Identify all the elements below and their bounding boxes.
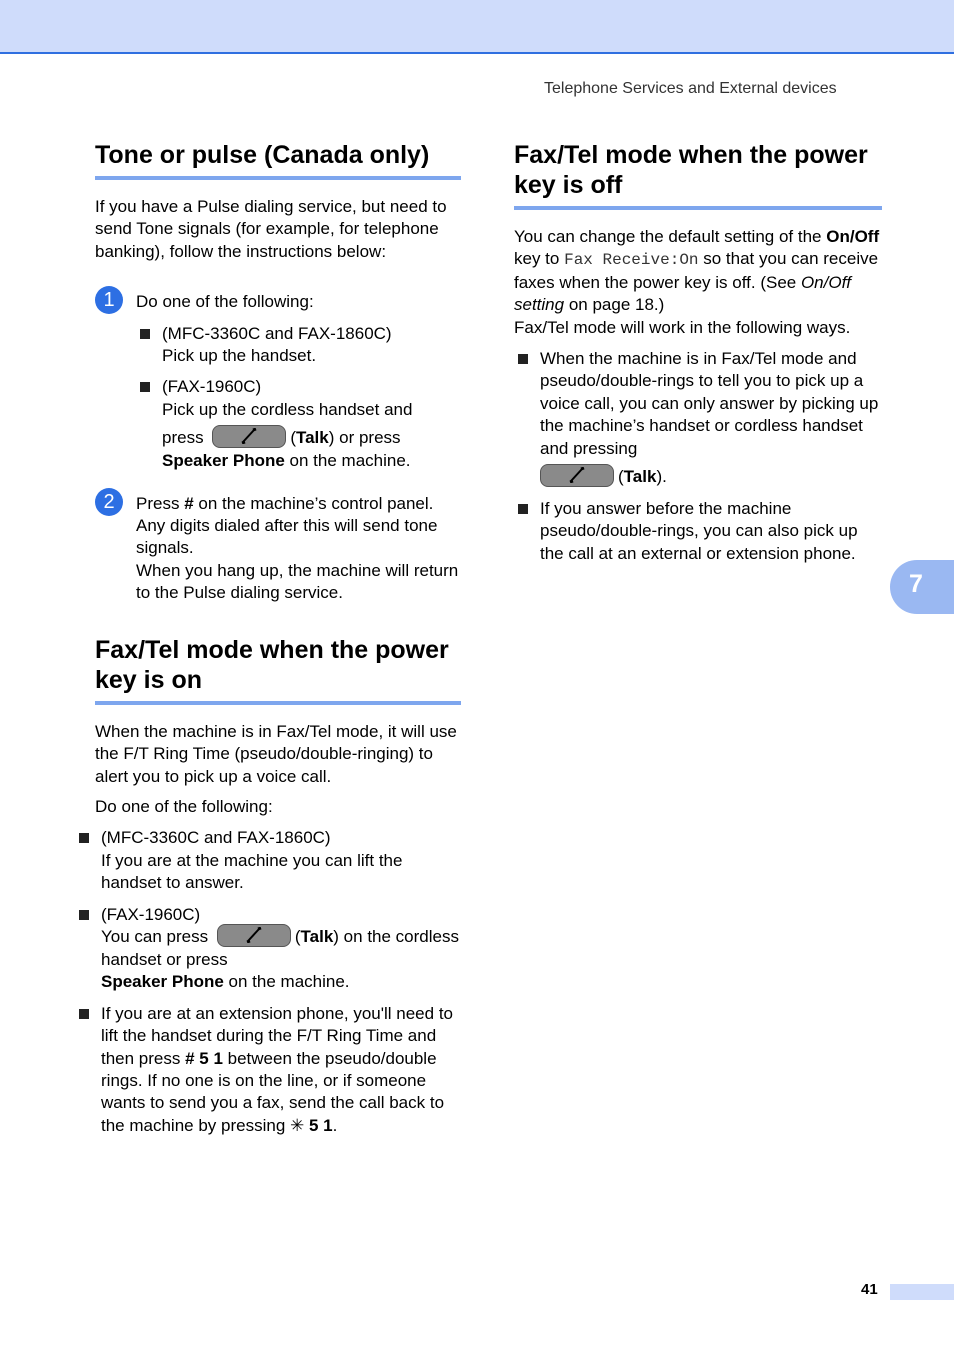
step-1: [95, 291, 461, 472]
do-one-label: Do one of the following:: [95, 796, 273, 816]
step-number-icon: 1: [95, 286, 123, 314]
section-title-fax-tel-on: Fax/Tel mode when the power key is on: [95, 635, 461, 705]
list-item: If you answer before the machine pseudo/double-rings, you can also pick up the call at an external or extension phone.: [514, 498, 882, 565]
step-1-text: Do one of the following:: [136, 292, 314, 312]
list-item: (MFC-3360C and FAX-1860C) Pick up the handset.: [136, 323, 461, 368]
fax-tel-off-options: [514, 348, 882, 565]
footer-band: [890, 1284, 954, 1300]
chapter-tab: 7: [890, 560, 954, 614]
page-number: 41: [861, 1281, 878, 1298]
right-column: [514, 140, 882, 565]
list-item: If you are at an extension phone, you'll need to lift the handset during the F/T Ring Time and then press # 5 1 between the pseudo/double rings. If no one is on the line, or if someone wants to send you a fax, send the call back to the machine by pressing ✳ 5 1.: [75, 1003, 461, 1137]
star-key-icon: ✳: [290, 1115, 305, 1135]
running-header: Telephone Services and External devices: [544, 80, 837, 97]
talk-key-icon: [217, 924, 291, 947]
section-title-tone-pulse: Tone or pulse (Canada only): [95, 140, 461, 180]
step-2-text: Press # on the machine’s control panel. Any digits dialed after this will send tone signals.: [136, 493, 438, 558]
header-band: [0, 0, 954, 54]
fax-tel-on-options: [75, 827, 461, 1137]
fax-tel-off-intro: You can change the default setting of the On/Off key to Fax Receive:On so that you can receive faxes when the power key is off. (See On/Off setting on page 18.): [514, 227, 880, 315]
list-item: (FAX-1960C) Pick up the cordless handset and press (Talk) or press Speaker Phone on the machine.: [136, 376, 461, 472]
tone-pulse-intro: If you have a Pulse dialing service, but need to send Tone signals (for example, for telephone banking), follow the instructions below:: [95, 197, 447, 261]
step-number-icon: 2: [95, 488, 123, 516]
section-title-fax-tel-off: Fax/Tel mode when the power key is off: [514, 140, 882, 210]
left-column: [95, 140, 461, 1137]
fax-tel-off-ways: Fax/Tel mode will work in the following ways.: [514, 317, 851, 337]
fax-tel-on-intro: When the machine is in Fax/Tel mode, it will use the F/T Ring Time (pseudo/double-ringing) to alert you to pick up a voice call.: [95, 721, 457, 786]
talk-key-icon: [540, 464, 614, 487]
list-item: When the machine is in Fax/Tel mode and pseudo/double-rings to tell you to pick up a voice call, you can only answer by picking up the machine’s handset or cordless handset and pressing (Talk).: [514, 348, 882, 489]
talk-key-icon: [212, 425, 286, 448]
step-2: 2 Press # on the machine’s control panel. Any digits dialed after this will send tone signals. When you hang up, the machine will return to the Pulse dialing service.: [95, 493, 461, 605]
list-item: (FAX-1960C) You can press (Talk) on the cordless handset or press Speaker Phone on the machine.: [75, 904, 461, 994]
list-item: (MFC-3360C and FAX-1860C) If you are at the machine you can lift the handset to answer.: [75, 827, 461, 894]
step-1-options: [136, 323, 461, 473]
